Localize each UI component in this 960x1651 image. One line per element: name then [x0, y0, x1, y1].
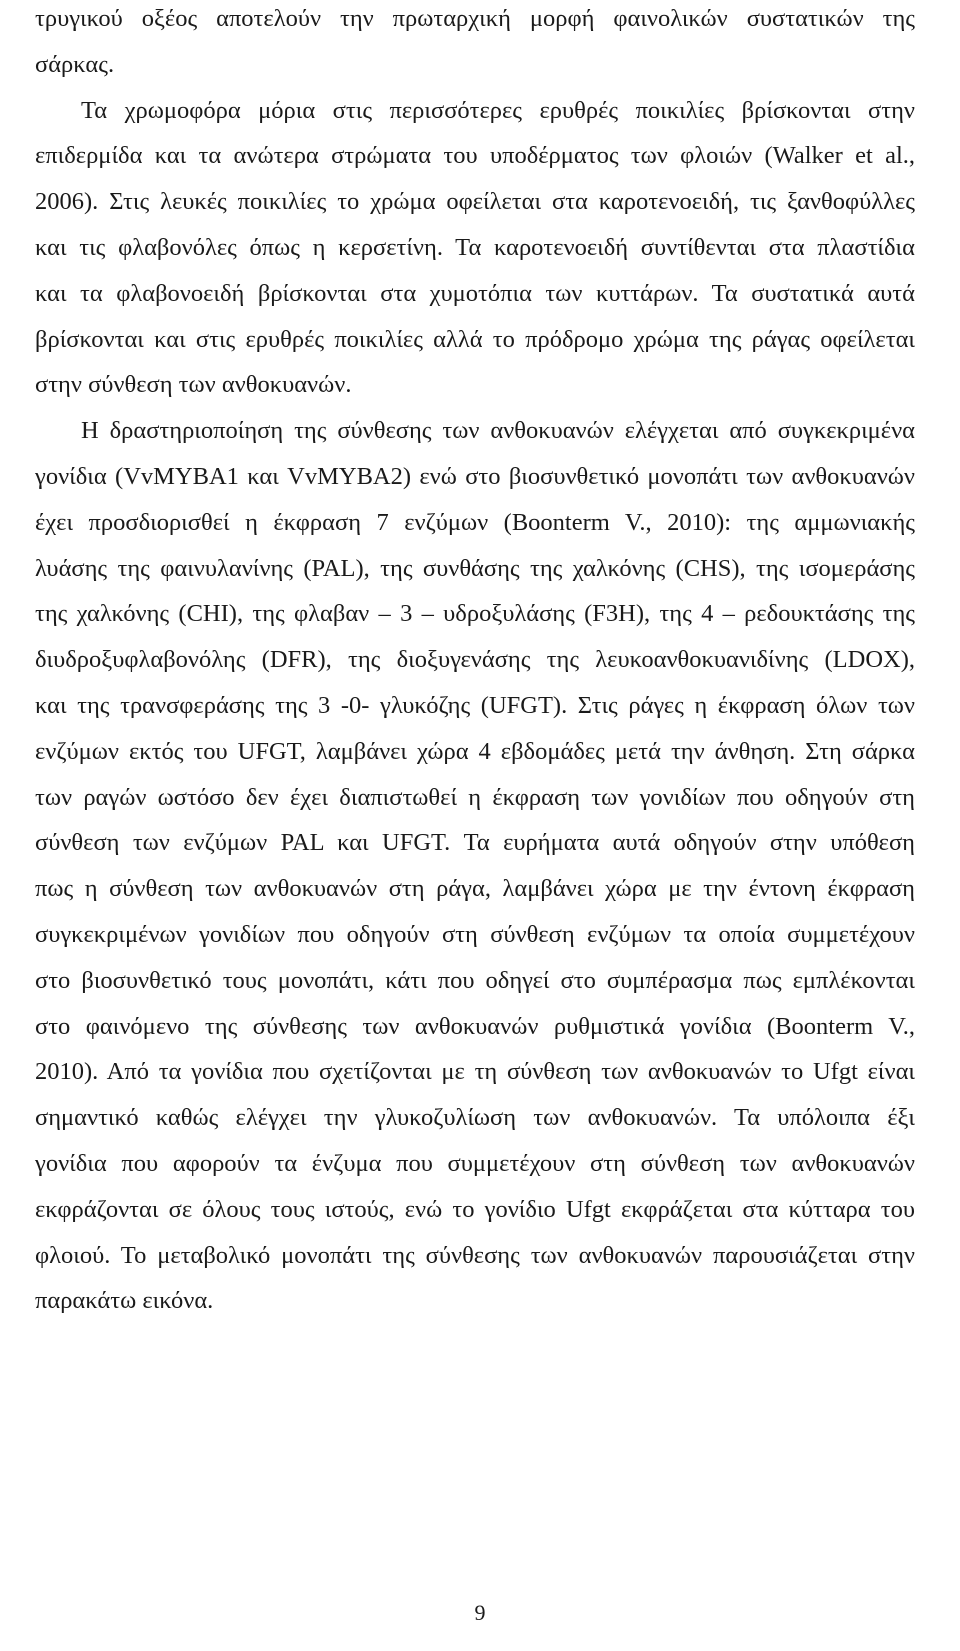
text-line: 2010). Από τα γονίδια που σχετίζονται με τη σύνθεση των ανθοκυανών το Ufgt είναι	[35, 1058, 915, 1086]
text-line: 2006). Στις λευκές ποικιλίες το χρώμα οφείλεται στα καροτενοειδή, τις ξανθοφύλλες	[35, 188, 915, 216]
text-line: γονίδια (VvMYBA1 και VvMYBA2) ενώ στο βιοσυνθετικό μονοπάτι των ανθοκυανών	[35, 462, 915, 490]
text-line: διυδροξυφλαβονόλης (DFR), της διοξυγενάσης της λευκοανθοκυανιδίνης (LDOX),	[35, 646, 915, 674]
text-line: σύνθεση των ενζύμων PAL και UFGT. Τα ευρήματα αυτά οδηγούν στην υπόθεση	[35, 829, 915, 857]
text-line: της χαλκόνης (CHI), της φλαβαν – 3 – υδροξυλάσης (F3H), της 4 – ρεδουκτάσης της	[35, 600, 915, 628]
text-line: εκφράζονται σε όλους τους ιστούς, ενώ το γονίδιο Ufgt εκφράζεται στα κύτταρα του	[35, 1195, 915, 1223]
text-line: Η δραστηριοποίηση της σύνθεσης των ανθοκυανών ελέγχεται από συγκεκριμένα	[81, 417, 915, 445]
text-line: φλοιού. Το μεταβολικό μονοπάτι της σύνθεσης των ανθοκυανών παρουσιάζεται στην	[35, 1241, 915, 1269]
text-line: πως η σύνθεση των ανθοκυανών στη ράγα, λαμβάνει χώρα με την έντονη έκφραση	[35, 875, 915, 903]
text-line: και τις φλαβονόλες όπως η κερσετίνη. Τα καροτενοειδή συντίθενται στα πλαστίδια	[35, 233, 915, 261]
text-line: Τα χρωμοφόρα μόρια στις περισσότερες ερυθρές ποικιλίες βρίσκονται στην	[81, 96, 915, 124]
text-line: παρακάτω εικόνα.	[35, 1287, 214, 1315]
text-line: στο βιοσυνθετικό τους μονοπάτι, κάτι που οδηγεί στο συμπέρασμα πως εμπλέκονται	[35, 966, 915, 994]
text-line: στο φαινόμενο της σύνθεσης των ανθοκυανών ρυθμιστικά γονίδια (Boonterm V.,	[35, 1012, 915, 1040]
text-line: σημαντικό καθώς ελέγχει την γλυκοζυλίωση των ανθοκυανών. Τα υπόλοιπα έξι	[35, 1104, 915, 1132]
text-line: λυάσης της φαινυλανίνης (PAL), της συνθάσης της χαλκόνης (CHS), της ισομεράσης	[35, 554, 915, 582]
text-line: βρίσκονται και στις ερυθρές ποικιλίες αλλά το πρόδρομο χρώμα της ράγας οφείλεται	[35, 325, 915, 353]
text-line: στην σύνθεση των ανθοκυανών.	[35, 371, 352, 399]
text-line: γονίδια που αφορούν τα ένζυμα που συμμετέχουν στη σύνθεση των ανθοκυανών	[35, 1149, 915, 1177]
text-line: συγκεκριμένων γονιδίων που οδηγούν στη σύνθεση ενζύμων τα οποία συμμετέχουν	[35, 920, 915, 948]
text-line: και τα φλαβονοειδή βρίσκονται στα χυμοτόπια των κυττάρων. Τα συστατικά αυτά	[35, 279, 915, 307]
text-line: επιδερμίδα και τα ανώτερα στρώματα του υποδέρματος των φλοιών (Walker et al.,	[35, 142, 915, 170]
text-line: έχει προσδιορισθεί η έκφραση 7 ενζύμων (Boonterm V., 2010): της αμμωνιακής	[35, 508, 915, 536]
body-text	[35, 0, 915, 1331]
text-line: τρυγικού οξέος αποτελούν την πρωταρχική μορφή φαινολικών συστατικών της	[35, 5, 915, 32]
text-line: ενζύμων εκτός του UFGT, λαμβάνει χώρα 4 εβδομάδες μετά την άνθηση. Στη σάρκα	[35, 737, 915, 765]
text-line: των ραγών ωστόσο δεν έχει διαπιστωθεί η έκφραση των γονιδίων που οδηγούν στη	[35, 783, 915, 811]
text-line: και της τρανσφεράσης της 3 -0- γλυκόζης (UFGT). Στις ράγες η έκφραση όλων των	[35, 691, 915, 719]
page-number: 9	[474, 1600, 486, 1625]
text-line: σάρκας.	[35, 50, 115, 78]
